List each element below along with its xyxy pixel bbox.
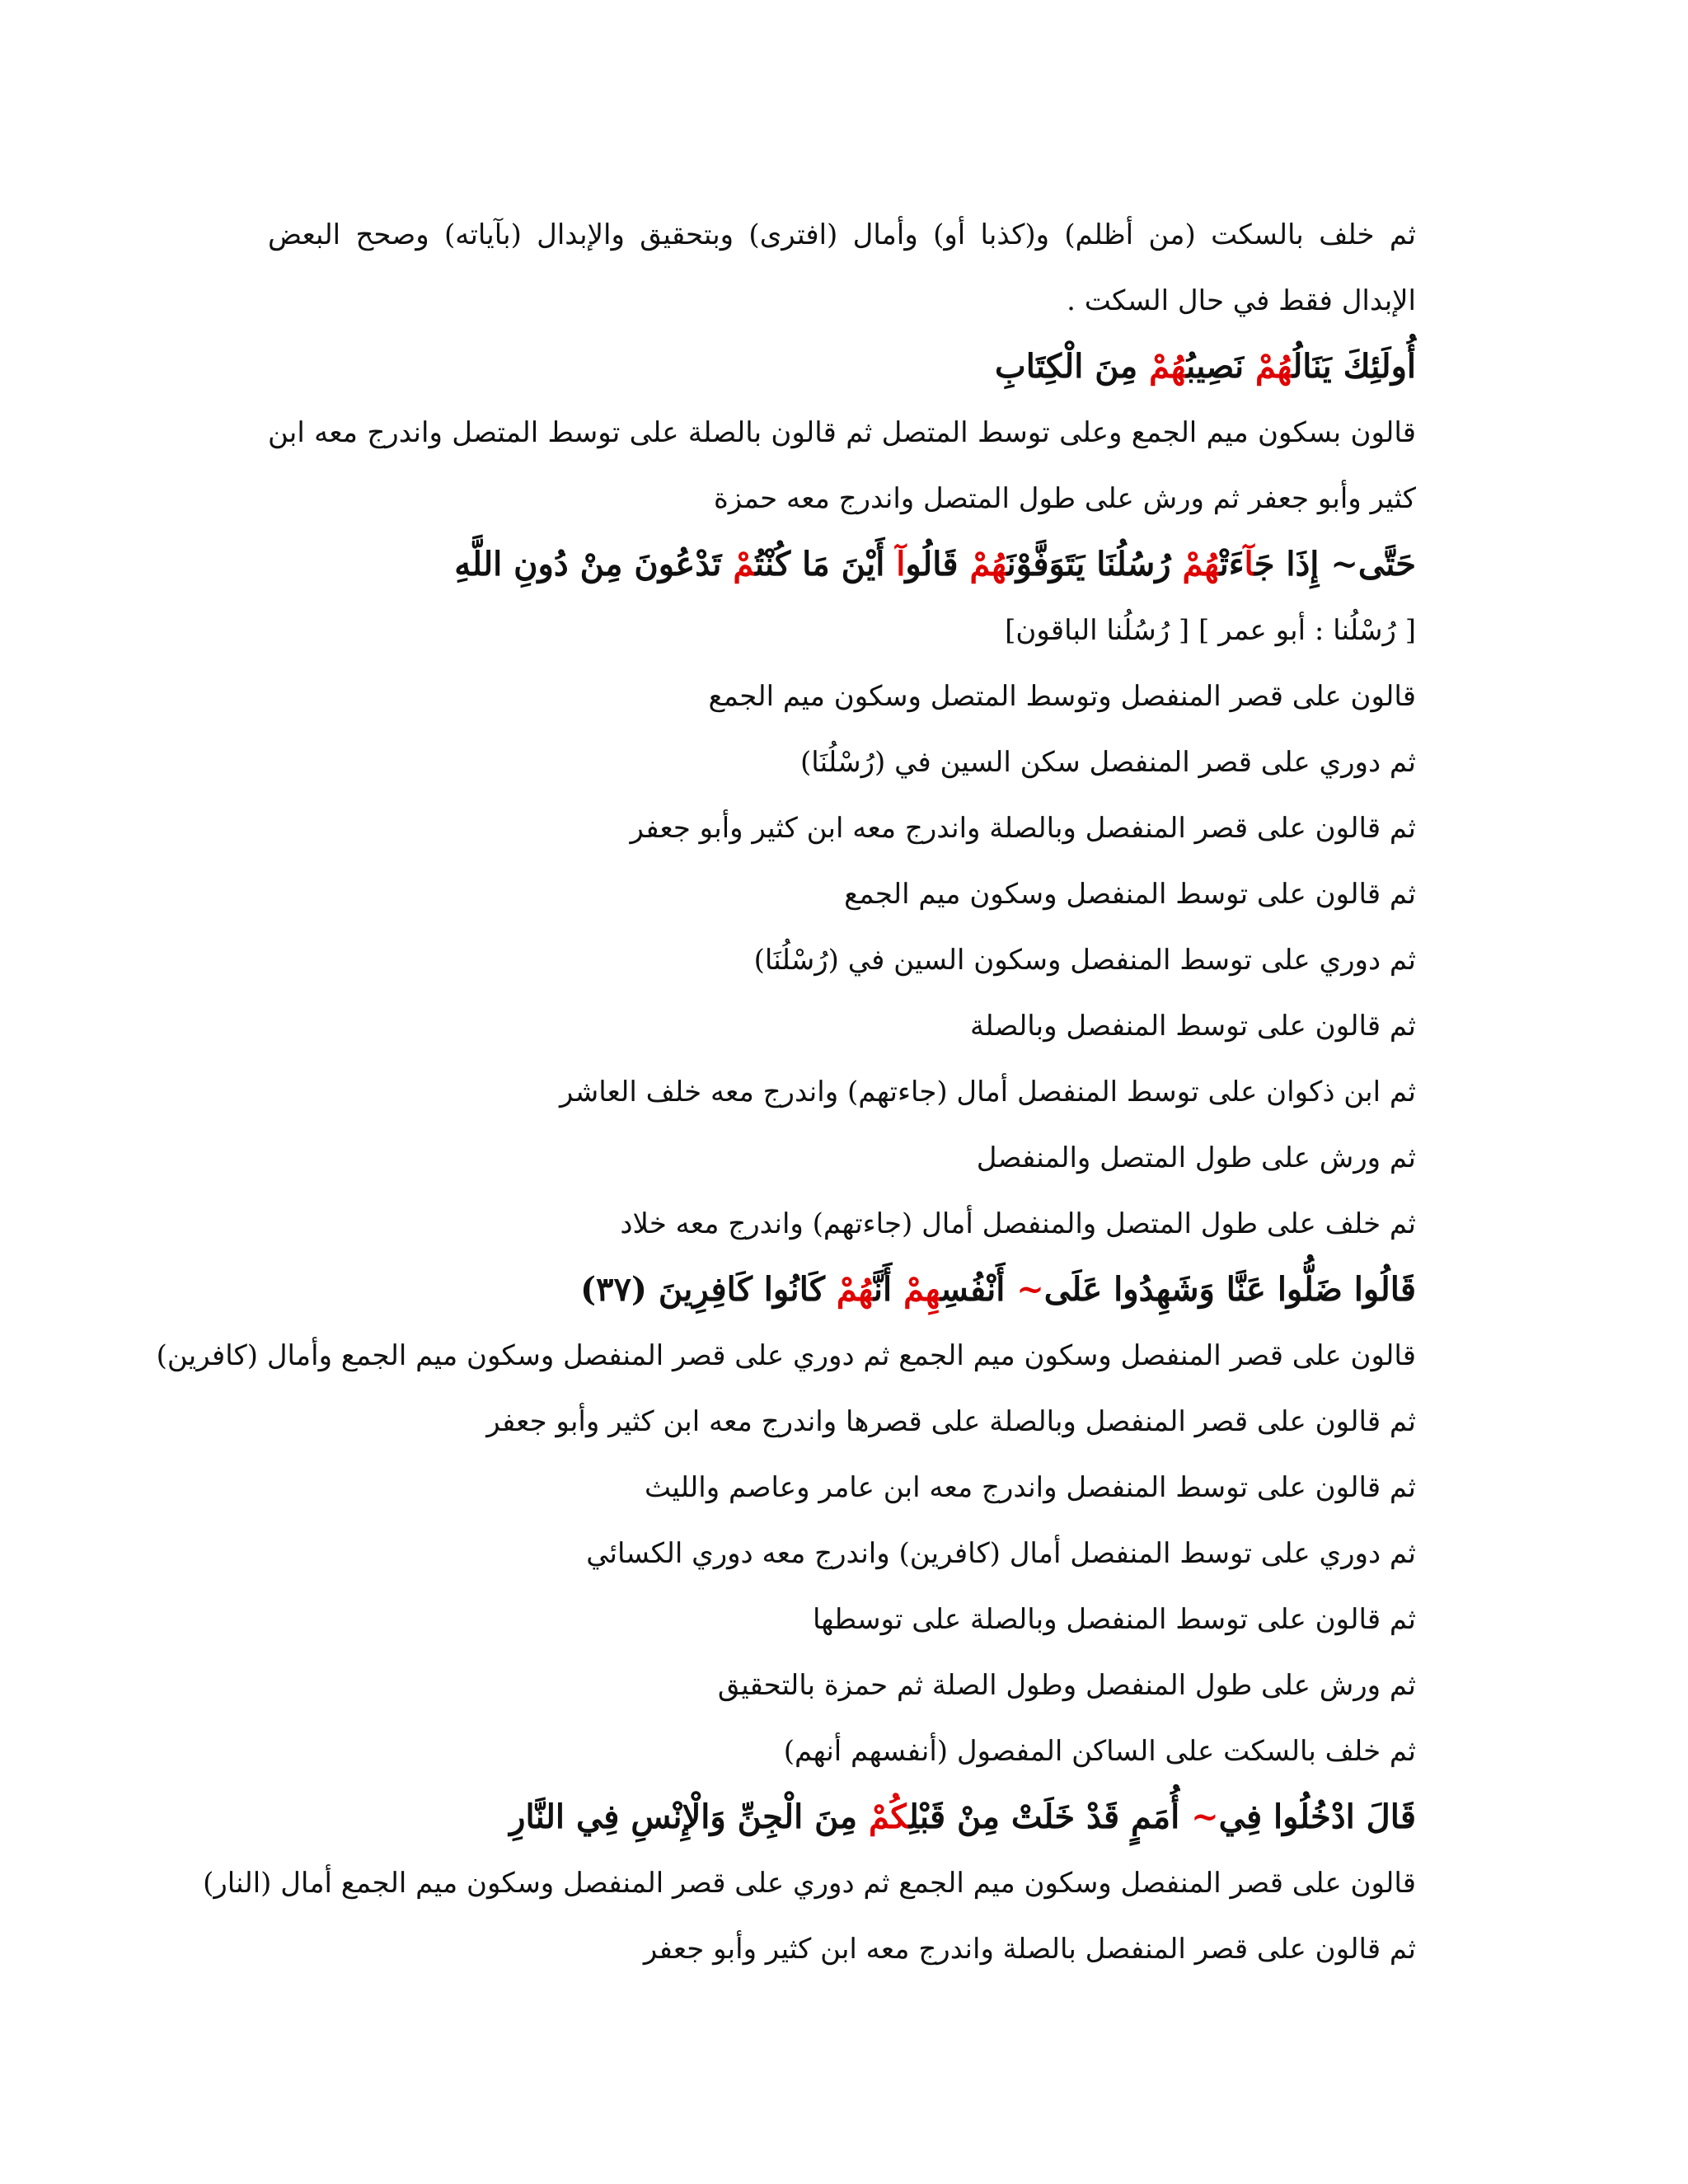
verse-text: كَانُوا كَافِرِينَ (٣٧) — [580, 1270, 837, 1309]
verse-text: مِنَ الْكِتَابِ — [995, 347, 1150, 386]
commentary-line: ثم دوري على توسط المنفصل أمال (كافرين) واندرج معه دوري الكسائي — [586, 1537, 1416, 1570]
verse-text: مِنَ الْجِنِّ وَالْإِنْسِ فِي النَّارِ — [509, 1797, 869, 1836]
verse-highlight: هُمْ — [1255, 347, 1293, 386]
verse-text: تَدْعُونَ مِنْ دُونِ اللَّهِ — [454, 545, 734, 583]
document-body — [156, 202, 1416, 1982]
verse-text: أَيْنَ مَا كُنْتُ — [754, 545, 897, 583]
verse-highlight: مْ — [733, 545, 755, 583]
commentary-line: ثم قالون على قصر المنفصل وبالصلة واندرج معه ابن كثير وأبو جعفر — [630, 812, 1416, 845]
verse-text: حَتَّى~ إِذَا جَ — [1254, 545, 1416, 583]
commentary-line: قالون بسكون ميم الجمع وعلى توسط المتصل ثم قالون بالصلة على توسط المتصل واندرج معه ابن كثير وأبو جعفر ثم ورش على طول المتصل واندرج معه حمزة — [268, 416, 1416, 515]
commentary-line: ثم دوري على توسط المنفصل وسكون السين في (رُسْلُنَا) — [753, 944, 1416, 977]
commentary-line: ثم قالون على قصر المنفصل وبالصلة على قصرها واندرج معه ابن كثير وأبو جعفر — [486, 1405, 1416, 1438]
commentary-line: قالون على قصر المنفصل وتوسط المتصل وسكون ميم الجمع — [708, 680, 1416, 713]
commentary-line: ثم قالون على توسط المنفصل وبالصلة — [969, 1010, 1416, 1043]
verse-text: ءَتْ — [1219, 545, 1245, 583]
commentary-line: قالون على قصر المنفصل وسكون ميم الجمع ثم دوري على قصر المنفصل وسكون ميم الجمع وأمال (كافرين) — [156, 1339, 1416, 1372]
commentary-line: ثم ورش على طول المتصل والمنفصل — [976, 1141, 1416, 1174]
verse-line — [268, 1257, 1416, 1323]
verse-line — [268, 532, 1416, 598]
commentary-line: ثم قالون على قصر المنفصل بالصلة واندرج معه ابن كثير وأبو جعفر — [643, 1933, 1416, 1966]
commentary-line: ثم خلف بالسكت (من أظلم) و(كذبا أو) وأمال (افترى) وبتحقيق والإبدال (بآياته) وصحح البعض الإبدال فقط في حال السكت . — [268, 218, 1416, 317]
verse-highlight: آ — [896, 545, 906, 583]
verse-text: قَالَ ادْخُلُوا فِي — [1218, 1797, 1416, 1836]
verse-text: أُولَئِكَ يَنَالُ — [1292, 347, 1416, 386]
verse-text: نَصِيبُ — [1186, 347, 1256, 386]
verse-highlight: ~ — [1191, 1797, 1219, 1836]
document-page — [156, 202, 1416, 1982]
commentary-line: ثم خلف بالسكت على الساكن المفصول (أنفسهم أنهم) — [783, 1735, 1416, 1768]
commentary-line: ثم خلف على طول المتصل والمنفصل أمال (جاءتهم) واندرج معه خلاد — [620, 1207, 1416, 1240]
commentary-line: قالون على قصر المنفصل وسكون ميم الجمع ثم دوري على قصر المنفصل وسكون ميم الجمع أمال (النار) — [203, 1867, 1416, 1900]
verse-line — [268, 1784, 1416, 1850]
verse-text: قَالُوا ضَلُّوا عَنَّا وَشَهِدُوا عَلَى — [1043, 1270, 1416, 1309]
verse-highlight: هُمْ — [836, 1270, 874, 1309]
verse-text: أُمَمٍ قَدْ خَلَتْ مِنْ قَبْلِ — [908, 1797, 1192, 1836]
verse-highlight: آ — [1244, 545, 1254, 583]
verse-highlight: كُمْ — [868, 1797, 909, 1836]
verse-text: أَنَّ — [873, 1270, 904, 1309]
verse-highlight: هُمْ — [1149, 347, 1187, 386]
verse-line — [268, 334, 1416, 400]
commentary-line: [ رُسْلُنا : أبو عمر ] [ رُسُلُنا الباقون] — [1005, 614, 1416, 647]
commentary-line: ثم ابن ذكوان على توسط المنفصل أمال (جاءتهم) واندرج معه خلف العاشر — [560, 1076, 1416, 1108]
verse-highlight: هُمْ — [1182, 545, 1220, 583]
commentary-line: ثم قالون على توسط المنفصل وسكون ميم الجمع — [844, 878, 1416, 911]
verse-text: أَنْفُسِ — [940, 1270, 1017, 1309]
verse-highlight: هُمْ — [969, 545, 1007, 583]
commentary-line: ثم دوري على قصر المنفصل سكن السين في (رُسْلُنَا) — [799, 746, 1416, 779]
verse-text: رُسُلُنَا يَتَوَفَّوْنَ — [1006, 545, 1183, 583]
verse-highlight: ~ — [1016, 1270, 1044, 1309]
verse-highlight: هِمْ — [903, 1270, 941, 1309]
commentary-line: ثم قالون على توسط المنفصل واندرج معه ابن عامر وعاصم والليث — [645, 1471, 1416, 1504]
verse-text: قَالُو — [905, 545, 970, 583]
commentary-line: ثم ورش على طول المنفصل وطول الصلة ثم حمزة بالتحقيق — [717, 1669, 1416, 1702]
commentary-line: ثم قالون على توسط المنفصل وبالصلة على توسطها — [813, 1603, 1416, 1636]
